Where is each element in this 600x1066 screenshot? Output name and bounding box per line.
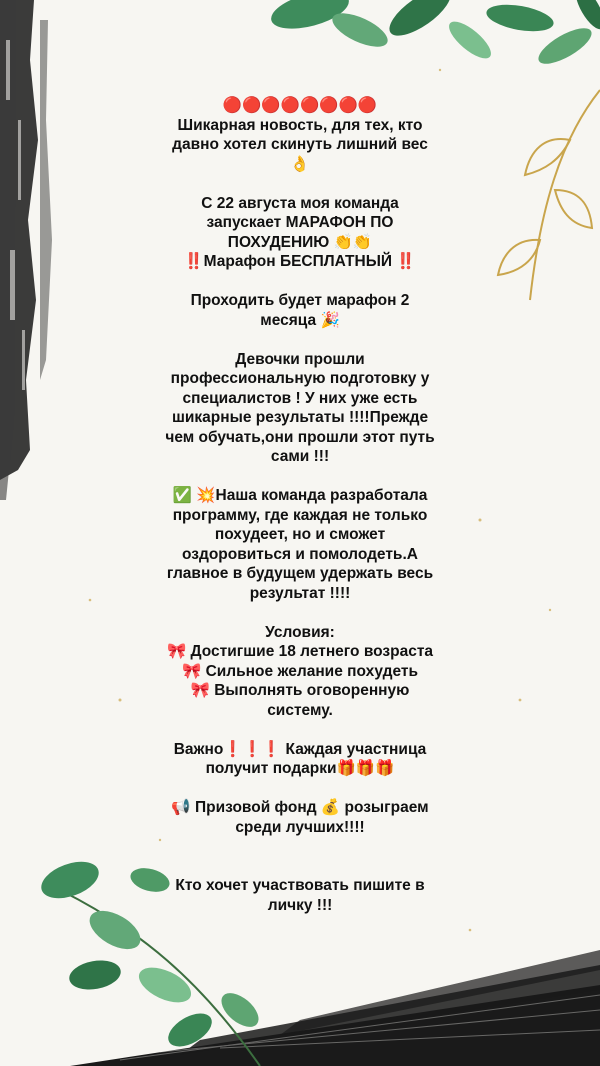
- intro-line: давно хотел скинуть лишний вес: [172, 136, 428, 153]
- girls-line: сами !!!: [270, 448, 330, 465]
- cta-line: личку !!!: [267, 896, 333, 914]
- condition-item: 🎀 Достигшие 18 летнего возраста: [166, 643, 434, 660]
- announce-line: С 22 августа моя команда: [201, 194, 399, 212]
- girls-line: специалистов ! У них уже есть: [182, 389, 418, 407]
- conditions-heading: Условия:: [265, 623, 335, 641]
- program-line: похудеет, но и сможет: [214, 526, 386, 543]
- intro-line: 👌: [290, 155, 310, 173]
- announce-line: ПОХУДЕНИЮ 👏👏: [227, 233, 373, 251]
- duration-line: месяца 🎉: [260, 311, 340, 329]
- girls-line: Девочки прошли: [235, 350, 365, 368]
- cta-line: Кто хочет участвовать пишите в: [175, 877, 425, 894]
- gold-branch: [498, 90, 600, 300]
- girls-line: профессиональную подготовку у: [170, 370, 430, 387]
- girls-line: шикарные результаты !!!!Прежде: [171, 409, 429, 426]
- important-line: Важно❗❗❗ Каждая участница: [173, 740, 427, 758]
- intro-line: Шикарная новость, для тех, кто: [177, 116, 423, 134]
- announce-line: запускает МАРАФОН ПО: [206, 214, 394, 231]
- red-dots: 🔴🔴🔴🔴🔴🔴🔴🔴: [222, 97, 378, 114]
- program-line: оздоровиться и помолодеть.А: [182, 545, 418, 563]
- prize-line: среди лучших!!!!: [235, 818, 365, 836]
- duration-line: Проходить будет марафон 2: [190, 292, 410, 309]
- condition-item: 🎀 Выполнять оговоренную: [190, 682, 410, 699]
- condition-item: 🎀 Сильное желание похудеть: [181, 662, 418, 680]
- program-line: главное в будущем удержать весь: [166, 565, 434, 582]
- top-eucalyptus-leaves: [267, 0, 600, 71]
- important-line: получит подарки🎁🎁🎁: [205, 760, 395, 777]
- prize-line: 📢 Призовой фонд 💰 розыграем: [171, 799, 429, 816]
- bottom-brush-stroke: [70, 950, 600, 1066]
- program-line: ✅ 💥Наша команда разработала: [172, 487, 428, 504]
- announce-line: ‼️Марафон БЕСПЛАТНЫЙ ‼️: [184, 253, 416, 270]
- condition-item: систему.: [267, 701, 333, 719]
- program-line: результат !!!!: [249, 584, 351, 602]
- story-text: [150, 96, 450, 915]
- girls-line: чем обучать,они прошли этот путь: [165, 428, 435, 446]
- program-line: программу, где каждая не только: [172, 506, 428, 524]
